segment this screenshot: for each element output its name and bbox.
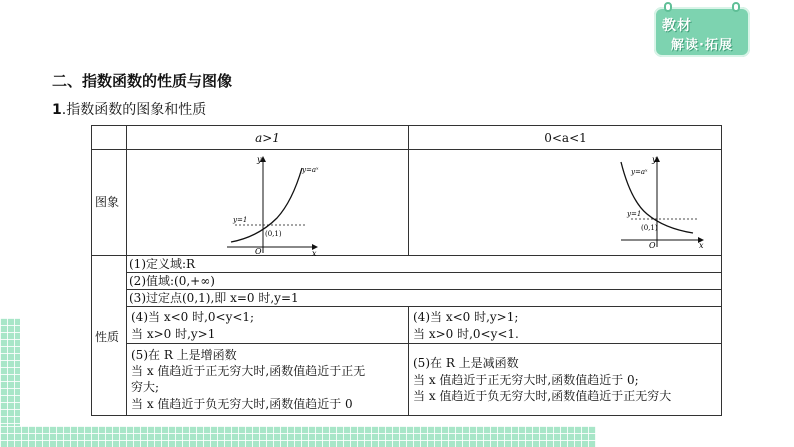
prop-3: (3)过定点(0,1),即 x=0 时,y=1: [127, 290, 722, 307]
svg-text:(0,1): (0,1): [641, 224, 658, 232]
header-col1: a>1: [127, 126, 409, 150]
prop-4-left: (4)当 x<0 时,0<y<1; 当 x>0 时,y>1: [127, 307, 409, 344]
properties-table: [91, 125, 722, 416]
graph-decreasing: [409, 150, 722, 256]
badge-line1: 教材: [662, 18, 692, 34]
prop-2: (2)值域:(0,+∞): [127, 273, 722, 290]
prop-5-left: (5)在 R 上是增函数 当 x 值趋近于正无穷大时,函数值趋近于正无 穷大; 当 x 值趋近于负无穷大时,函数值趋近于 0: [127, 344, 409, 416]
svg-text:y=1: y=1: [627, 210, 642, 218]
svg-text:y: y: [257, 155, 262, 164]
decorative-grid-bottom: [0, 426, 596, 447]
prop-4-right: (4)当 x<0 时,y>1; 当 x>0 时,0<y<1.: [409, 307, 722, 344]
svg-text:y=1: y=1: [233, 216, 248, 224]
row-label-props: 性质: [92, 256, 127, 416]
prop-1: (1)定义域:R: [127, 256, 722, 273]
svg-text:x: x: [699, 241, 704, 250]
svg-text:y=aˣ: y=aˣ: [302, 166, 319, 174]
header-corner: [92, 126, 127, 150]
graph-cell-right: [409, 150, 722, 256]
ring-icon: [732, 2, 740, 12]
svg-text:y=aˣ: y=aˣ: [631, 168, 648, 176]
sub-title: 1.指数函数的图象和性质: [52, 102, 207, 118]
svg-text:y: y: [652, 155, 657, 164]
row-label-graph: 图象: [92, 150, 127, 256]
svg-text:O: O: [649, 241, 656, 250]
graph-cell-left: [127, 150, 409, 256]
ring-icon: [664, 2, 672, 12]
graph-increasing: [127, 150, 409, 256]
section-title: 二、指数函数的性质与图像: [52, 72, 233, 90]
header-col2: 0<a<1: [409, 126, 722, 150]
svg-text:(0,1): (0,1): [265, 230, 282, 238]
badge-line2: 解读·拓展: [671, 38, 733, 53]
prop-5-right: (5)在 R 上是减函数 当 x 值趋近于正无穷大时,函数值趋近于 0; 当 x 值趋近于负无穷大时,函数值趋近于正无穷大: [413, 356, 672, 403]
badge: [654, 7, 750, 57]
svg-text:O: O: [255, 247, 262, 256]
svg-text:x: x: [312, 249, 317, 256]
